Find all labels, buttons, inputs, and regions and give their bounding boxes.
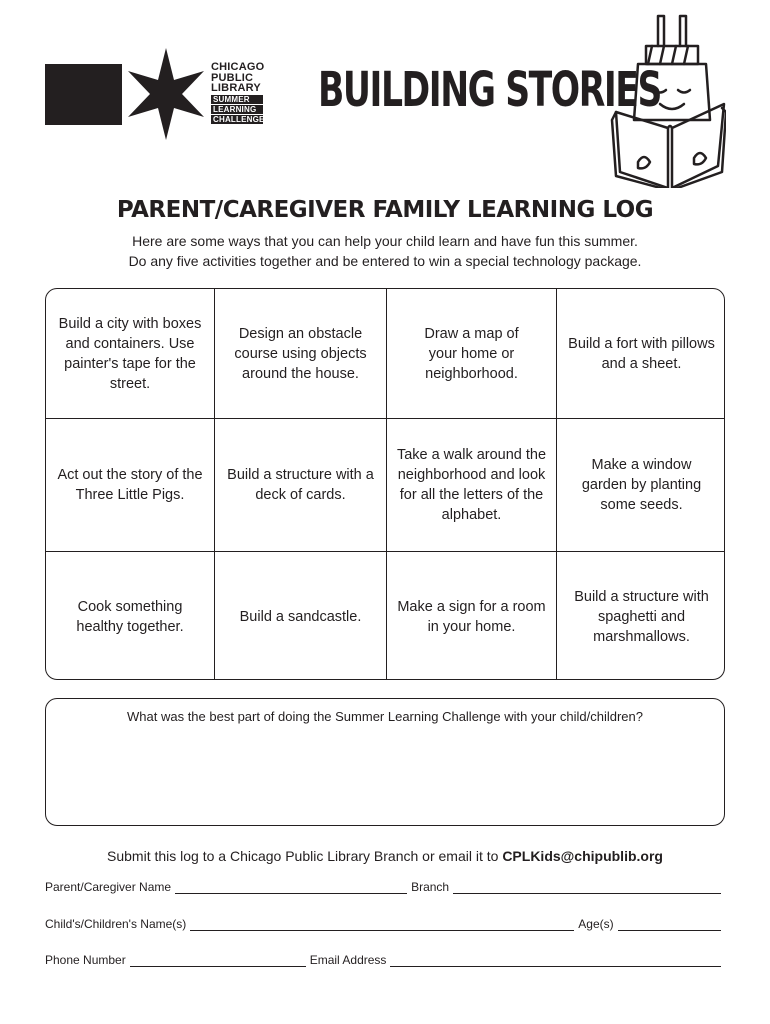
phone-field[interactable]	[130, 955, 306, 967]
children-names-label: Child's/Children's Name(s)	[45, 917, 187, 931]
logo-badge2: LEARNING	[211, 105, 263, 114]
activity-cell[interactable]: Build a structure with a deck of cards.	[215, 419, 387, 552]
ages-label: Age(s)	[578, 917, 614, 931]
activity-cell[interactable]: Build a sandcastle.	[215, 552, 387, 680]
banner-title: BUILDING STORIES	[318, 62, 661, 118]
logo-badge1: SUMMER	[211, 95, 263, 104]
page-title: PARENT/CAREGIVER FAMILY LEARNING LOG	[116, 197, 654, 223]
library-logo-text	[211, 62, 264, 124]
logo-line1: CHICAGO	[211, 61, 265, 73]
intro-line1: Here are some ways that you can help your child learn and have fun this summer.	[132, 233, 638, 249]
field-row-parent	[45, 880, 725, 894]
activity-cell[interactable]: Draw a map of your home or neighborhood.	[387, 289, 557, 419]
activity-cell[interactable]: Take a walk around the neighborhood and look for all the letters of the alphabet.	[387, 419, 557, 552]
feedback-box[interactable]	[45, 698, 725, 826]
activity-cell[interactable]: Act out the story of the Three Little Pigs.	[46, 419, 215, 552]
activity-cell[interactable]: Build a structure with spaghetti and marshmallows.	[574, 588, 709, 645]
parent-name-label: Parent/Caregiver Name	[45, 880, 172, 894]
activity-cell[interactable]: Cook something healthy together.	[46, 552, 215, 680]
activity-cell[interactable]: Build a fort with pillows and a sheet.	[557, 289, 725, 419]
parent-name-field[interactable]	[175, 882, 407, 894]
logo-line3: LIBRARY	[211, 82, 261, 94]
activity-cell[interactable]: Build a city with boxes and containers. Use painter's tape for the street.	[46, 289, 215, 419]
phone-label: Phone Number	[45, 953, 126, 967]
field-row-contact	[45, 953, 725, 967]
submit-instructions	[0, 848, 770, 864]
intro-line2: Do any five activities together and be entered to win a special technology package.	[128, 253, 642, 269]
activity-cell[interactable]: Design an obstacle course using objects around the house.	[215, 289, 387, 419]
feedback-question: What was the best part of doing the Summer Learning Challenge with your child/children?	[127, 709, 643, 724]
field-row-children	[45, 917, 725, 931]
activity-grid	[45, 288, 725, 680]
email-field[interactable]	[390, 955, 721, 967]
branch-label: Branch	[411, 880, 450, 894]
activity-cell[interactable]: Make a sign for a room in your home.	[387, 552, 557, 680]
activity-cell[interactable]: Make a window garden by planting some seeds.	[557, 419, 725, 552]
logo-square	[45, 64, 122, 125]
children-names-field[interactable]	[190, 919, 574, 931]
ages-field[interactable]	[618, 919, 721, 931]
email-label: Email Address	[309, 953, 387, 967]
branch-field[interactable]	[453, 882, 721, 894]
submit-email: CPLKids@chipublib.org	[502, 848, 663, 864]
logo-line2: PUBLIC	[211, 71, 254, 84]
submit-text: Submit this log to a Chicago Public Library Branch or email it to	[107, 848, 503, 864]
logo-badge3: CHALLENGE	[213, 114, 265, 124]
six-point-star-icon	[126, 48, 206, 140]
reading-building-mascot-icon	[608, 12, 726, 188]
